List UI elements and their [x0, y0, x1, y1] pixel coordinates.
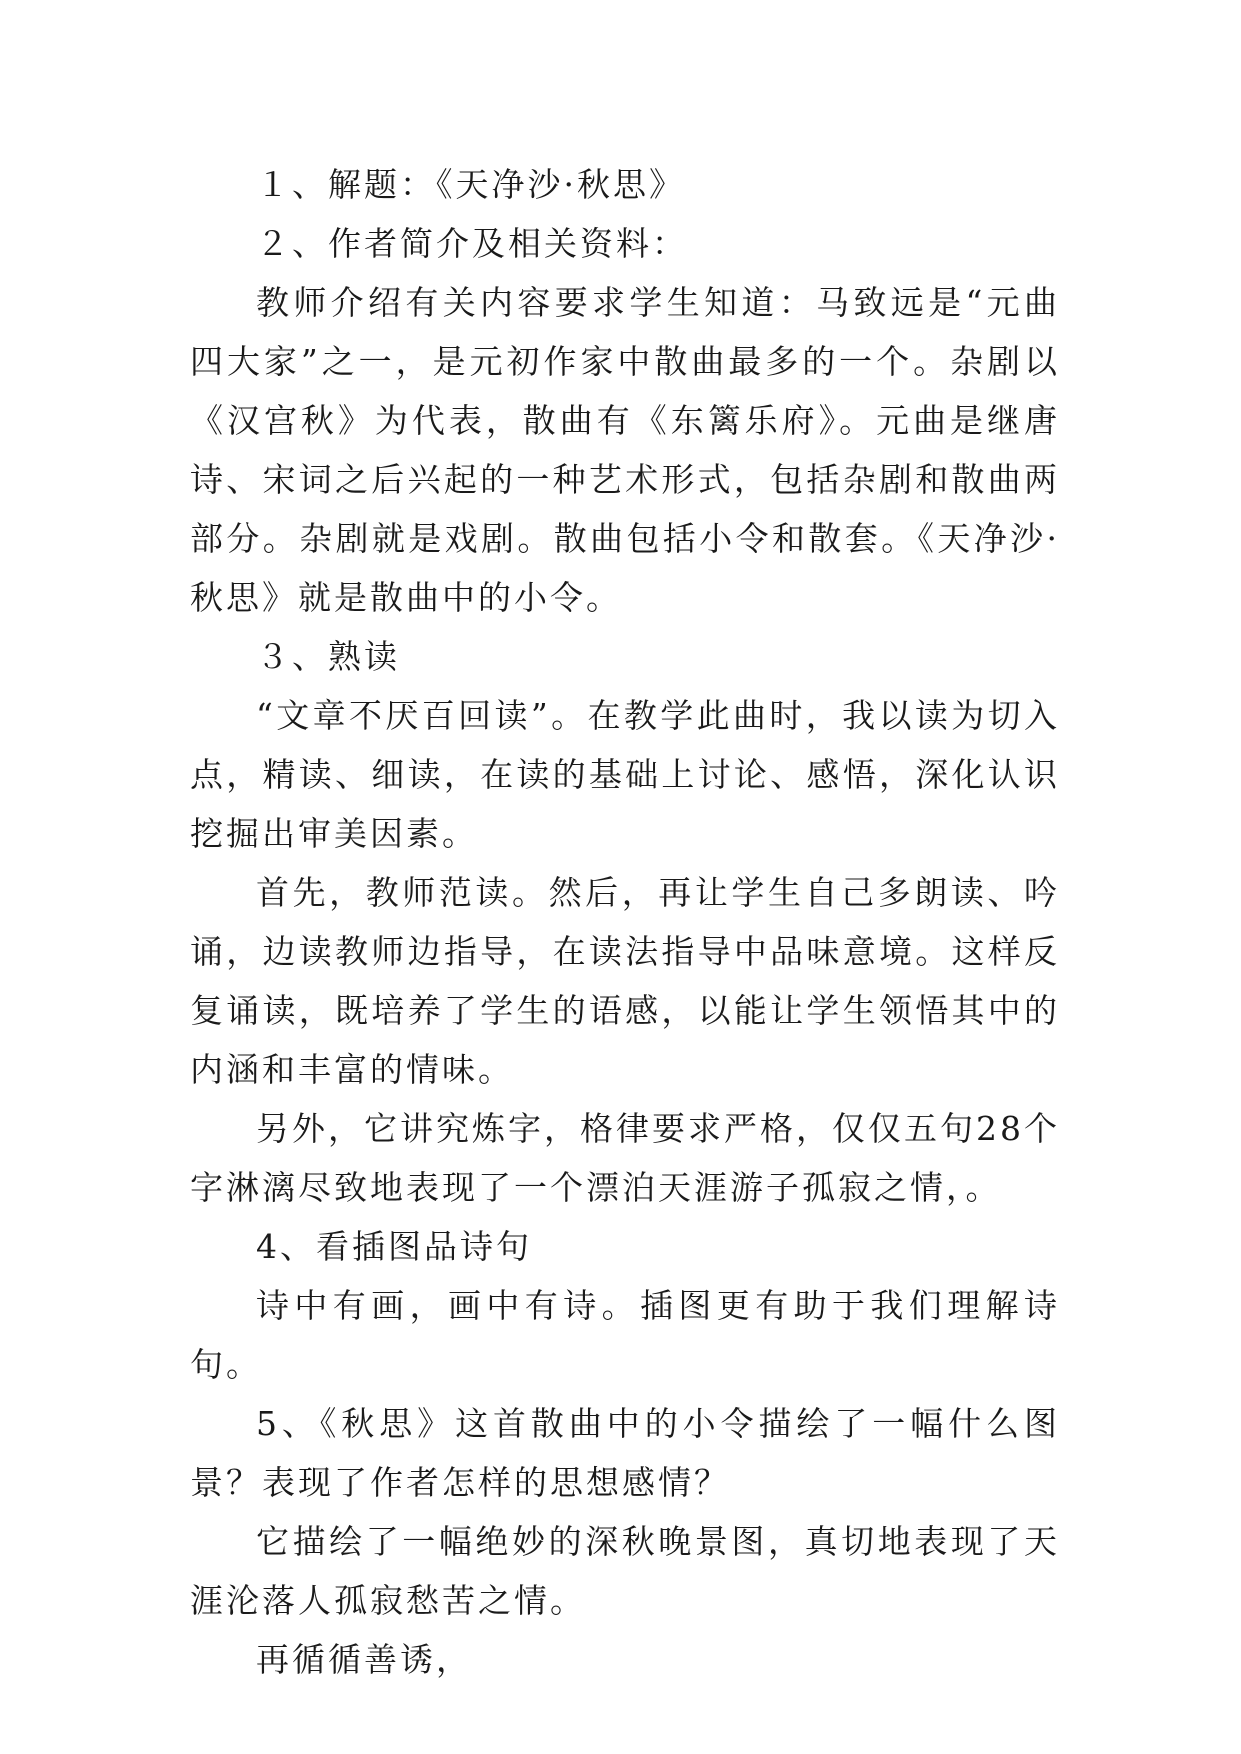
document-body: [190, 155, 1060, 1689]
paragraph-reading-intro: “文章不厌百回读”。在教学此曲时，我以读为切入点，精读、细读，在读的基础上讨论、感悟，深化认识挖掘出审美因素。: [190, 696, 1060, 853]
paragraph-title-analysis: １、解题：《天净沙·秋思》: [256, 165, 685, 204]
paragraph-author-intro: 教师介绍有关内容要求学生知道：马致远是“元曲四大家”之一，是元初作家中散曲最多的一个。杂剧以《汉宫秋》为代表，散曲有《东篱乐府》。元曲是继唐诗、宋词之后兴起的一种艺术形式，包括杂剧和散曲两部分。杂剧就是戏剧。散曲包括小令和散套。《天净沙·秋思》就是散曲中的小令。: [190, 283, 1060, 617]
paragraph-word-refining: 另外，它讲究炼字，格律要求严格，仅仅五句28个字淋漓尽致地表现了一个漂泊天涯游子孤寂之情，。: [190, 1109, 1060, 1207]
paragraph-question: 5、《秋思》这首散曲中的小令描绘了一幅什么图景？表现了作者怎样的思想感情？: [190, 1404, 1060, 1502]
paragraph-closing: 再循循善诱，: [256, 1640, 472, 1679]
paragraph-author-heading: ２、作者简介及相关资料：: [256, 224, 688, 263]
paragraph-reading-heading: ３、熟读: [256, 637, 400, 676]
paragraph-illustration-heading: 4、看插图品诗句: [256, 1227, 532, 1266]
paragraph-answer: 它描绘了一幅绝妙的深秋晚景图，真切地表现了天涯沦落人孤寂愁苦之情。: [190, 1522, 1060, 1620]
paragraph-teacher-reading: 首先，教师范读。然后，再让学生自己多朗读、吟诵，边读教师边指导，在读法指导中品味意境。这样反复诵读，既培养了学生的语感，以能让学生领悟其中的内涵和丰富的情味。: [190, 873, 1060, 1089]
paragraph-illustration-text: 诗中有画，画中有诗。插图更有助于我们理解诗句。: [190, 1286, 1060, 1384]
